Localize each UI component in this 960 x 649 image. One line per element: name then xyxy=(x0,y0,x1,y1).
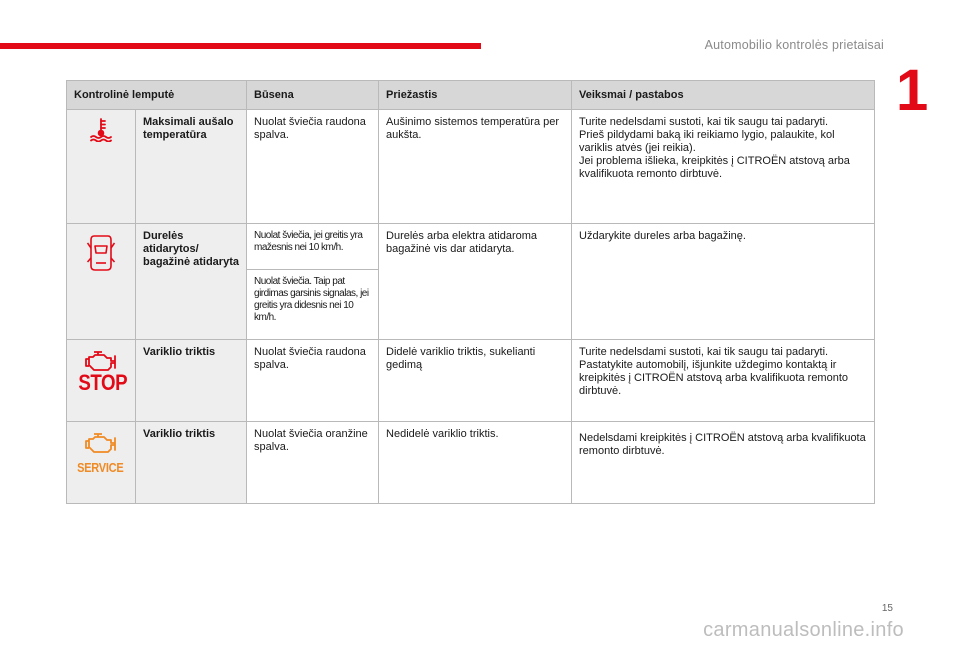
status-text: Nuolat šviečia raudona spalva. xyxy=(247,110,379,224)
col-header-status: Būsena xyxy=(247,81,379,110)
status-text: Nuolat šviečia oranžine spalva. xyxy=(247,422,379,504)
table-row xyxy=(67,340,875,422)
page-number: 15 xyxy=(881,603,893,614)
light-name: Durelės atidarytos/ bagažinė atidaryta xyxy=(136,224,247,340)
chapter-number: 1 xyxy=(896,58,929,123)
icon-cell xyxy=(67,110,136,224)
table-row xyxy=(67,110,875,224)
status-text: Nuolat šviečia, jei greitis yra mažesnis nei 10 km/h. xyxy=(247,224,379,270)
col-header-light: Kontrolinė lemputė xyxy=(67,81,247,110)
action-text: Nedelsdami kreipkitės į CITROËN atstovą arba kvalifikuota remonto dirbtuvė. xyxy=(572,422,875,504)
cause-text: Didelė variklio triktis, sukelianti gedimą xyxy=(379,340,572,422)
header-red-bar xyxy=(0,43,481,49)
table-row xyxy=(67,422,875,504)
service-badge: SERVICE xyxy=(77,461,124,475)
col-header-cause: Priežastis xyxy=(379,81,572,110)
section-title: Automobilio kontrolės prietaisai xyxy=(704,38,884,52)
door-open-icon xyxy=(87,234,115,272)
light-name: Maksimali aušalo temperatūra xyxy=(136,110,247,224)
table-header-row xyxy=(67,81,875,110)
coolant-temperature-icon xyxy=(88,116,114,142)
icon-cell xyxy=(67,340,136,422)
col-header-action: Veiksmai / pastabos xyxy=(572,81,875,110)
action-text: Turite nedelsdami sustoti, kai tik saugu tai padaryti. Pastatykite automobilį, išjunkite uždegimo kontaktą ir kreipkitės į CITROËN atstovą arba kvalifikuota remonto dirbtuvė. xyxy=(572,340,875,422)
table-row xyxy=(67,224,875,270)
light-name: Variklio triktis xyxy=(136,340,247,422)
stop-badge: STOP xyxy=(78,370,128,395)
action-text: Uždarykite dureles arba bagažinę. xyxy=(572,224,875,340)
icon-cell xyxy=(67,422,136,504)
cause-text: Nedidelė variklio triktis. xyxy=(379,422,572,504)
action-text: Turite nedelsdami sustoti, kai tik saugu tai padaryti. Prieš pildydami baką iki reikiamo lygio, palaukite, kol variklis atvės (jei reikia). Jei problema išlieka, kreipkitės į CITROËN atstovą arba kvalifikuota remonto dirbtuvė. xyxy=(572,110,875,224)
light-name: Variklio triktis xyxy=(136,422,247,504)
status-text-secondary: Nuolat šviečia. Taip pat girdimas garsinis signalas, jei greitis yra didesnis nei 10 km/h. xyxy=(247,270,379,340)
engine-service-icon xyxy=(84,432,118,456)
status-text: Nuolat šviečia raudona spalva. xyxy=(247,340,379,422)
cause-text: Durelės arba elektra atidaroma bagažinė vis dar atidaryta. xyxy=(379,224,572,340)
cause-text: Aušinimo sistemos temperatūra per aukšta. xyxy=(379,110,572,224)
icon-cell xyxy=(67,224,136,340)
warning-lights-table xyxy=(66,80,875,504)
watermark: carmanualsonline.info xyxy=(703,619,904,641)
